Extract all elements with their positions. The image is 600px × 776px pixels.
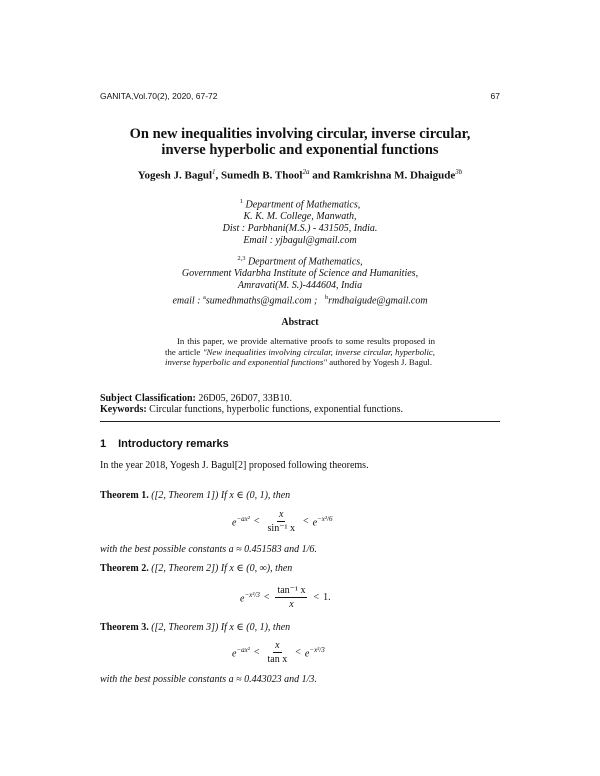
- theorem-2-text: ([2, Theorem 2]) If x ∈ (0, ∞), then: [151, 563, 293, 574]
- formula-exponent: −x²/3: [309, 645, 325, 654]
- theorem-3-statement: [100, 622, 290, 633]
- fraction: [275, 585, 307, 610]
- fraction-denominator: x: [289, 599, 294, 610]
- affiliation-1-college: K. K. M. College, Manwath,: [243, 211, 357, 223]
- author-separator: and: [309, 169, 333, 182]
- email-a: sumedhmaths@gmail.com: [205, 295, 312, 307]
- fraction-denominator: tan x: [267, 654, 288, 665]
- abstract-text-end: authored by Yogesh J. Bagul.: [327, 357, 433, 367]
- affiliation-2-sup: 2,3: [237, 255, 246, 262]
- fraction-numerator: tan⁻¹ x: [277, 585, 306, 596]
- fraction-numerator: x: [275, 640, 280, 651]
- abstract-text-start: In this paper, we provide alternative proofs to some results proposed in the article: [165, 336, 435, 357]
- email-separator: ;: [311, 295, 325, 307]
- theorem-3-formula: [232, 640, 325, 665]
- email-a-sup: a: [203, 294, 206, 302]
- fraction-numerator: x: [279, 509, 284, 520]
- fraction: [266, 509, 297, 534]
- formula-base: e: [304, 648, 310, 660]
- theorem-1-note: with the best possible constants a ≈ 0.451583 and 1/6.: [100, 544, 317, 555]
- author-list: [60, 168, 540, 182]
- section-title: Introductory remarks: [118, 438, 229, 450]
- less-than-operator: <: [302, 516, 309, 527]
- theorem-1-label: Theorem 1.: [100, 490, 149, 501]
- section-number: 1: [100, 438, 107, 450]
- fraction-denominator: sin⁻¹ x: [267, 523, 295, 534]
- affiliation-2: [60, 253, 540, 308]
- subject-classification-value: 26D05, 26D07, 33B10.: [195, 393, 292, 404]
- formula-exponent: −ax²: [236, 645, 250, 654]
- less-than-operator: <: [253, 647, 260, 658]
- formula-base: e: [312, 517, 318, 529]
- formula-term: [240, 591, 260, 604]
- section-heading: [100, 438, 229, 450]
- formula-term: [305, 646, 325, 659]
- affiliation-1-address: Dist : Parbhani(M.S.) - 431505, India.: [222, 223, 378, 235]
- page-number: 67: [490, 91, 500, 101]
- keywords-value: Circular functions, hyperbolic functions, exponential functions.: [146, 404, 403, 415]
- theorem-1-statement: [100, 490, 290, 501]
- email-prefix: email :: [172, 295, 203, 307]
- email-b: rmdhaigude@gmail.com: [328, 295, 428, 307]
- author-3-sup: 3b: [455, 168, 463, 176]
- abstract-heading: Abstract: [281, 317, 319, 328]
- affiliation-1-sup: 1: [239, 198, 244, 205]
- journal-header: GANITA,Vol.70(2), 2020, 67-72: [100, 91, 218, 101]
- author-1-sup: 1: [212, 168, 216, 176]
- email-b-sup: b: [324, 294, 329, 302]
- affiliation-2-address: Amravati(M. S.)-444604, India: [237, 280, 363, 292]
- formula-base: e: [232, 648, 237, 660]
- title-line-1: On new inequalities involving circular, inverse circular,: [129, 126, 471, 142]
- keywords-label: Keywords:: [100, 404, 147, 415]
- author-2: Sumedh B. Thool: [221, 169, 303, 182]
- subject-classification: [100, 393, 292, 404]
- less-than-operator: <: [295, 647, 301, 658]
- formula-base: e: [240, 593, 245, 605]
- formula-term: [232, 515, 250, 528]
- affiliation-2-emails: [60, 292, 540, 307]
- theorem-2-statement: [100, 563, 292, 574]
- theorem-3-note: with the best possible constants a ≈ 0.443023 and 1/3.: [100, 674, 317, 685]
- theorem-2-formula: [240, 585, 331, 610]
- section-divider: [100, 421, 500, 422]
- affiliation-1-email: Email : yjbagul@gmail.com: [243, 235, 357, 247]
- keywords: [100, 404, 403, 415]
- subject-classification-label: Subject Classification:: [100, 393, 196, 404]
- paper-title: [80, 126, 520, 158]
- affiliation-1-dept: Department of Mathematics,: [245, 199, 361, 211]
- formula-exponent: −ax²: [236, 514, 250, 523]
- theorem-2-label: Theorem 2.: [100, 563, 149, 574]
- intro-paragraph: In the year 2018, Yogesh J. Bagul[2] proposed following theorems.: [100, 460, 369, 471]
- author-separator: ,: [215, 169, 222, 182]
- fraction: [266, 640, 290, 665]
- formula-term: 1.: [323, 592, 331, 603]
- formula-base: e: [232, 517, 237, 529]
- author-2-sup: 2a: [302, 168, 310, 176]
- title-line-2: inverse hyperbolic and exponential functions: [161, 142, 439, 158]
- abstract-text: [165, 336, 435, 368]
- formula-exponent: −x²/3: [244, 590, 260, 599]
- less-than-operator: <: [253, 516, 260, 527]
- less-than-operator: <: [313, 592, 320, 603]
- theorem-1-formula: [232, 509, 332, 534]
- theorem-3-label: Theorem 3.: [100, 622, 149, 633]
- affiliation-2-dept: Department of Mathematics,: [247, 256, 363, 268]
- theorem-3-text: ([2, Theorem 3]) If x ∈ (0, 1), then: [151, 622, 291, 633]
- theorem-1-text: ([2, Theorem 1]) If x ∈ (0, 1), then: [151, 490, 291, 501]
- author-3: Ramkrishna M. Dhaigude: [332, 169, 456, 182]
- less-than-operator: <: [263, 592, 270, 603]
- affiliation-1: [60, 196, 540, 247]
- affiliation-2-institute: Government Vidarbha Institute of Science and Humanities,: [181, 268, 419, 280]
- cited-article-title: "New inequalities involving circular, inverse circular, hyperbolic, inverse hyperbolic and exponential functions": [165, 346, 435, 367]
- formula-exponent: −x²/6: [317, 514, 333, 523]
- author-1: Yogesh J. Bagul: [137, 169, 213, 182]
- formula-term: [313, 515, 333, 528]
- formula-term: [232, 646, 250, 659]
